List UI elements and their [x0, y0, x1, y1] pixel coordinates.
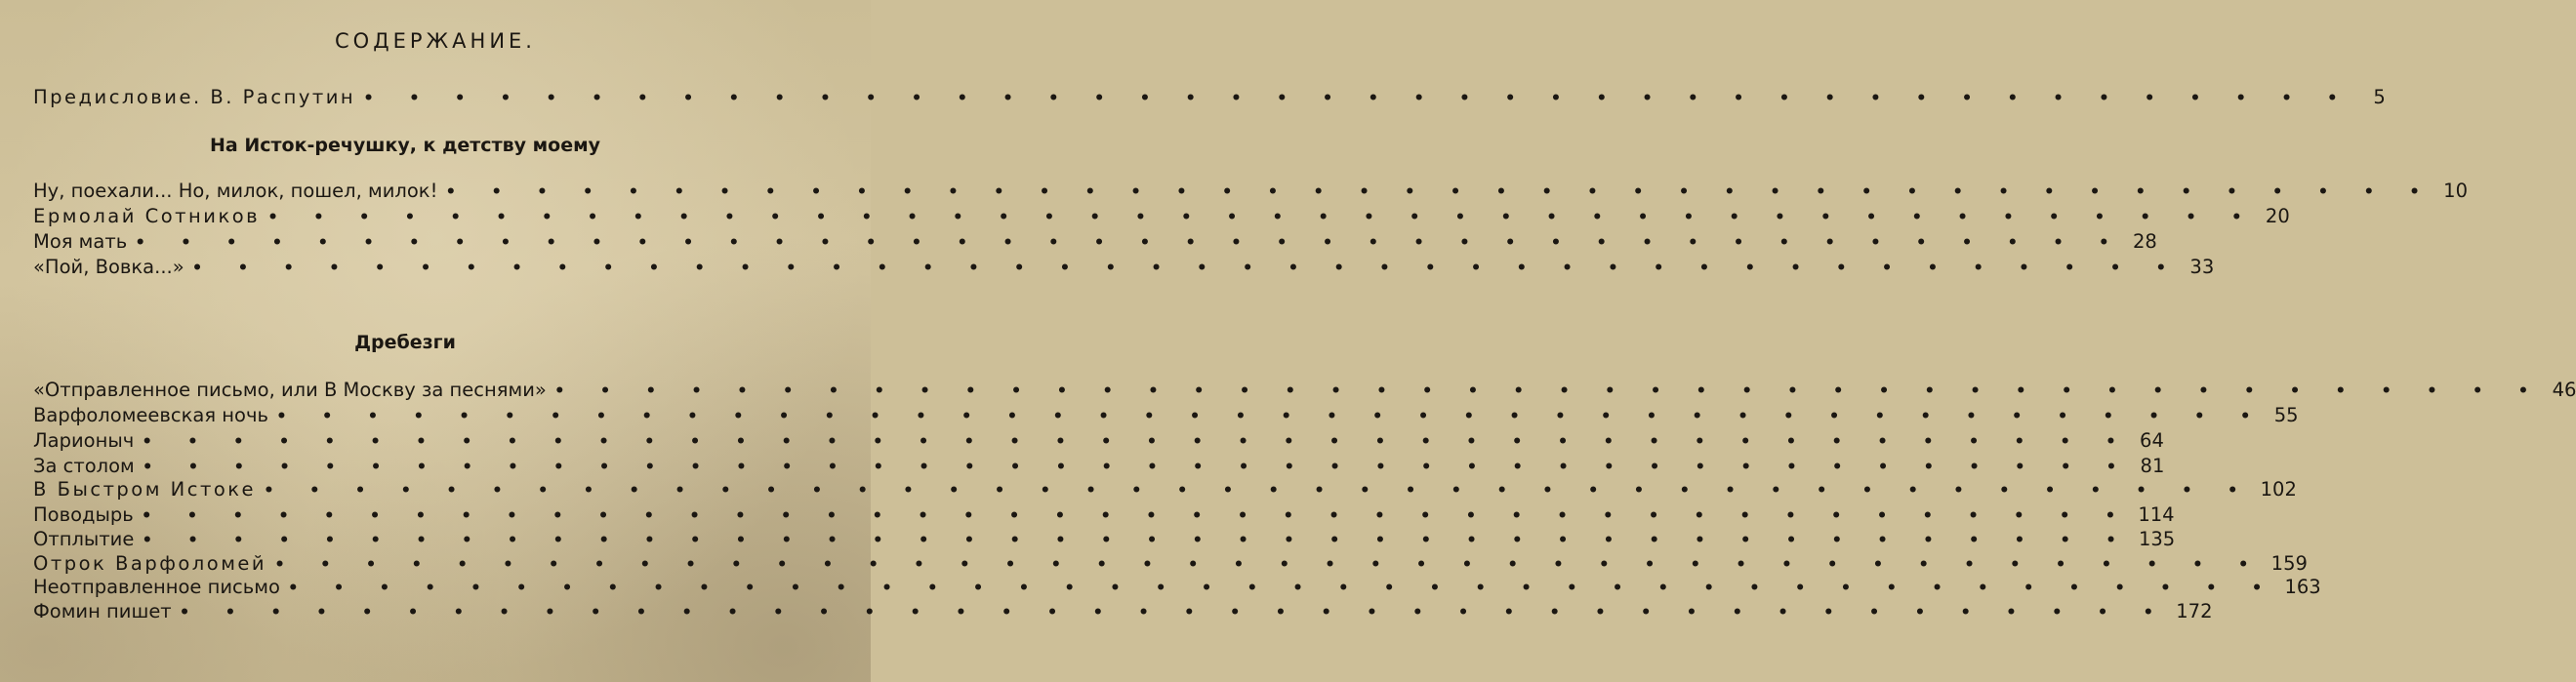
toc-entry	[33, 230, 2157, 254]
dot-leader: • • • • • • • • • • • • • • • • • • • • • • • • • • • • • • • • • • • • • • • • • • • •	[553, 381, 2544, 401]
dot-leader: • • • • • • • • • • • • • • • • • • • • • • • • • • • • • • • • • • • • • • • • • • • •	[275, 407, 2266, 426]
toc-entry-label: Ермолай Сотников	[33, 205, 261, 227]
dot-leader: • • • • • • • • • • • • • • • • • • • • • • • • • • • • • • • • • • • • • • • • • • • •	[191, 259, 2182, 278]
toc-entry	[33, 455, 2165, 478]
toc-entry-page: 102	[2260, 478, 2297, 501]
bleed-through-text	[827, 2, 832, 17]
page-title: СОДЕРЖАНИЕ.	[335, 29, 536, 53]
toc-entry-label: В Быстром Истоке	[33, 478, 257, 501]
toc-entry-page: 163	[2284, 576, 2321, 598]
toc-entry	[33, 256, 2215, 279]
toc-entry-page: 159	[2270, 552, 2308, 575]
toc-entry-label: Варфоломеевская ночь	[33, 404, 268, 426]
toc-entry-page: 10	[2443, 180, 2468, 202]
toc-entry-label: «Отправленное письмо, или В Москву за песнями»	[33, 379, 547, 401]
toc-entry-page: 5	[2373, 86, 2386, 108]
toc-entry-label: Поводырь	[33, 503, 134, 526]
toc-entry-label: Отрок Варфоломей	[33, 552, 267, 575]
toc-entry-label: Моя мать	[33, 230, 128, 253]
toc-entry-page: 172	[2176, 600, 2213, 622]
toc-entry	[33, 576, 2321, 599]
toc-entry-page: 81	[2140, 455, 2165, 477]
dot-leader: • • • • • • • • • • • • • • • • • • • • • • • • • • • • • • • • • • • • • • • • • • • •	[135, 233, 2124, 253]
toc-entry-page: 114	[2138, 503, 2175, 526]
toc-entry	[33, 379, 2576, 402]
toc-entry-page: 28	[2132, 230, 2157, 253]
toc-entry-preface	[33, 86, 2386, 109]
dot-leader: • • • • • • • • • • • • • • • • • • • • • • • • • • • • • • • • • • • • • • • • • • • •	[142, 458, 2132, 477]
toc-entry	[33, 478, 2297, 501]
dot-leader: • • • • • • • • • • • • • • • • • • • • • • • • • • • • • • • • • • • • • • • • • • • •	[179, 603, 2169, 622]
toc-entry-page: 135	[2138, 528, 2176, 550]
toc-entry-label: Ну, поехали... Но, милок, пошел, милок!	[33, 180, 438, 202]
toc-entry-label: Ларионыч	[33, 429, 135, 452]
toc-entry-label: За столом	[33, 455, 135, 477]
toc-entry-label: Неотправленное письмо	[33, 576, 280, 598]
section-heading-1: На Исток-речушку, к детству моему	[210, 135, 600, 156]
toc-entry-label: «Пой, Вовка...»	[33, 256, 184, 278]
toc-entry	[33, 180, 2468, 203]
toc-entry	[33, 503, 2175, 527]
toc-entry	[33, 528, 2176, 551]
dot-leader: • • • • • • • • • • • • • • • • • • • • • • • • • • • • • • • • • • • • • • • • • • • •	[142, 531, 2131, 550]
dot-leader: • • • • • • • • • • • • • • • • • • • • • • • • • • • • • • • • • • • • • • • • • • • •	[287, 579, 2277, 598]
dot-leader: • • • • • • • • • • • • • • • • • • • • • • • • • • • • • • • • • • • • • • • • • • • •	[141, 506, 2131, 526]
toc-entry-page: 33	[2189, 256, 2215, 278]
toc-entry-page: 20	[2265, 205, 2290, 227]
toc-entry	[33, 205, 2290, 228]
toc-entry-label: Предисловие. В. Распутин	[33, 86, 356, 108]
toc-entry	[33, 600, 2213, 623]
dot-leader: • • • • • • • • • • • • • • • • • • • • • • • • • • • • • • • • • • • • • • • • • • • •	[445, 182, 2434, 202]
toc-entry-page: 64	[2140, 429, 2164, 452]
toc-entry-page: 55	[2273, 404, 2299, 426]
toc-entry	[33, 404, 2299, 427]
toc-entry	[33, 429, 2164, 453]
toc-entry	[33, 552, 2308, 576]
section-heading-2: Дребезги	[354, 332, 456, 353]
dot-leader: • • • • • • • • • • • • • • • • • • • • • • • • • • • • • • • • • • • • • • • • • • • •	[267, 208, 2257, 227]
dot-leader: • • • • • • • • • • • • • • • • • • • • • • • • • • • • • • • • • • • • • • • • • • • •	[363, 89, 2352, 108]
toc-entry-label: Фомин пишет	[33, 600, 172, 622]
toc-entry-page: 46	[2552, 379, 2576, 401]
dot-leader: • • • • • • • • • • • • • • • • • • • • • • • • • • • • • • • • • • • • • • • • • • • •	[274, 555, 2264, 575]
toc-entry-label: Отплытие	[33, 528, 135, 550]
dot-leader: • • • • • • • • • • • • • • • • • • • • • • • • • • • • • • • • • • • • • • • • • • • •	[142, 432, 2131, 452]
dot-leader: • • • • • • • • • • • • • • • • • • • • • • • • • • • • • • • • • • • • • • • • • • • •	[264, 481, 2253, 501]
